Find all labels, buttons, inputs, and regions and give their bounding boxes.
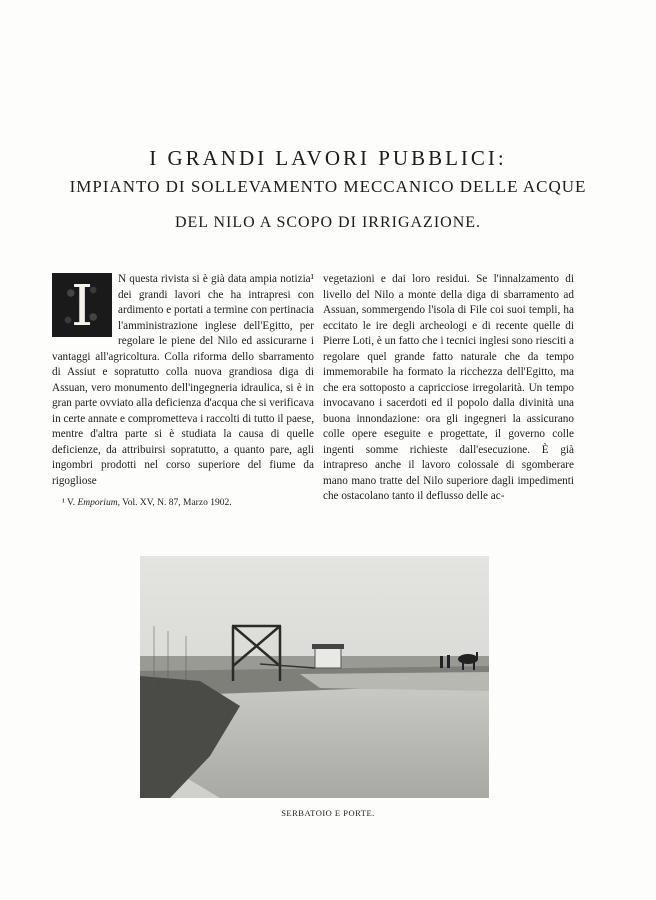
footnote-marker: ¹ V. — [62, 498, 76, 508]
article-subtitle-line1: IMPIANTO DI SOLLEVAMENTO MECCANICO DELLE ACQUE — [69, 177, 587, 196]
right-column-text: vegetazioni e dai loro residui. Se l'innalzamento di livello del Nilo a monte della diga di sbarramento ad Assuan, sommergendo l'isola di File coi suoi templi, ha eccitato le ire degli archeologi e di recente quelle di Pierre Loti, è un fatto che i tecnici inglesi sono riesciti a regolare quel grande fatto naturale che da tempo immemorabile ha formato la ricchezza dell'Egitto, ma che era sottoposto a capricciose irregolarità. Un tempo invocavano i sacerdoti ed il popolo dalla divinità una buona innondazione: ora gli ingegneri la assicurano colle opere eseguite e progettate, il governo colle ingenti somme richieste dall'esecuzione. È già intrapreso anche il lavoro colossale di sgomberare mano mano tratte del Nilo superiore dagli impedimenti che ostacolano tanto il deflusso delle ac- — [323, 273, 574, 502]
article-subtitle-line2: DEL NILO A SCOPO DI IRRIGAZIONE. — [174, 214, 482, 231]
reservoir-photograph-drawing — [140, 556, 489, 798]
reservoir-photograph — [140, 556, 489, 798]
drop-cap-initial: I — [52, 273, 112, 337]
left-column-text: N questa rivista si è già data ampia notizia¹ dei grandi lavori che ha intrapresi con ardimento e portati a termine con pertinacia l'amministrazione inglese dell'Egitto, per regolare le piene del Nilo ed assicurarne i vantaggi all'agricoltura. Colla riforma dello sbarramento di Assiut e sopratutto colla nuova grandiosa diga di Assuan, vero monumento dell'ingegneria idraulica, si è in gran parte ovviato alla deficienza d'acqua che si verificava in certe annate e comprometteva i raccolti di tutto il paese, mentre d'altra parte si è studiata la causa di quelle deficienze, da attribuirsi sopratutto, a quanto pare, agli ingombri prodotti nel corso superiore del fiume da rigogliose — [52, 273, 314, 487]
footnote-details: , Vol. XV, N. 87, Marzo 1902. — [117, 498, 232, 508]
footnote — [62, 498, 322, 508]
text-column-left — [52, 272, 314, 489]
text-column-right — [323, 272, 574, 505]
article-title: I GRANDI LAVORI PUBBLICI: — [149, 146, 507, 170]
figure-caption: SERBATOIO E PORTE. — [281, 808, 375, 818]
footnote-journal: Emporium — [77, 498, 118, 508]
